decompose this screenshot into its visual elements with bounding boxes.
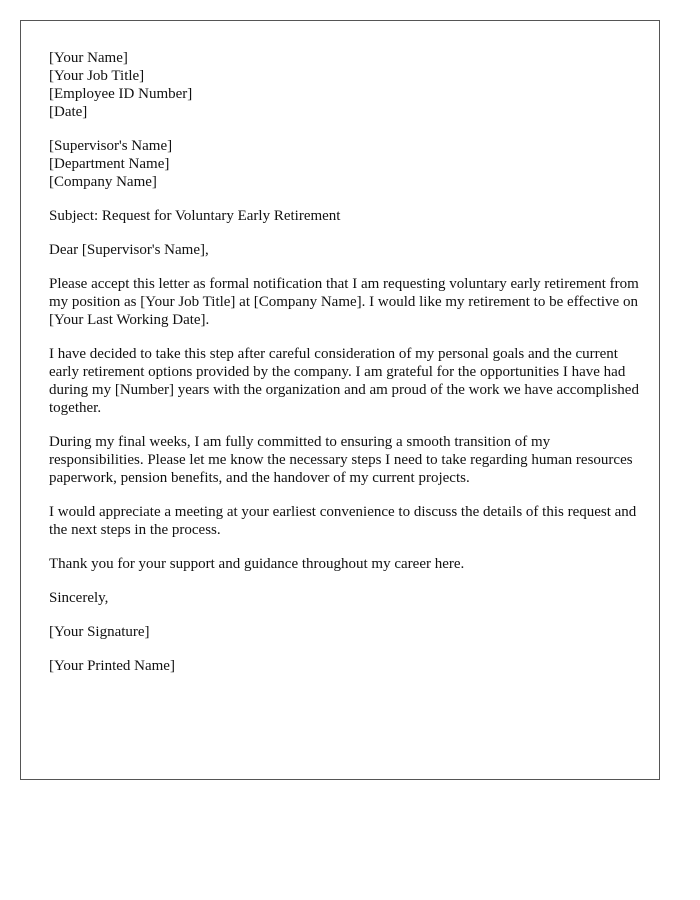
- letter-content: [49, 49, 639, 691]
- body-paragraph-4: I would appreciate a meeting at your earliest convenience to discuss the details of this request and the next steps in the process.: [49, 504, 637, 538]
- body-paragraph-1: Please accept this letter as formal notification that I am requesting voluntary early retirement from my position as [Your Job Title] at [Company Name]. I would like my retirement to be effective on [Your Last Working Date].: [49, 276, 639, 328]
- sender-name: [Your Name]: [49, 50, 128, 66]
- body-paragraph-3: During my final weeks, I am fully committed to ensuring a smooth transition of my responsibilities. Please let me know the necessary steps I need to take regarding human resources paperwork, pension benefits, and the handover of my current projects.: [49, 434, 633, 486]
- body-paragraph-5: Thank you for your support and guidance throughout my career here.: [49, 556, 465, 572]
- recipient-company: [Company Name]: [49, 174, 157, 190]
- sender-job-title: [Your Job Title]: [49, 68, 145, 84]
- letter-date: [Date]: [49, 104, 88, 120]
- body-paragraph-2: I have decided to take this step after careful consideration of my personal goals and the current early retirement options provided by the company. I am grateful for the opportunities I have had during my [Number] years with the organization and am proud of the work we have accomplished together.: [49, 346, 639, 416]
- letter-subject: Subject: Request for Voluntary Early Retirement: [49, 208, 341, 224]
- recipient-block: [49, 137, 639, 191]
- sender-employee-id: [Employee ID Number]: [49, 86, 193, 102]
- letter-closing: Sincerely,: [49, 590, 109, 606]
- sender-block: [49, 49, 639, 121]
- letter-salutation: Dear [Supervisor's Name],: [49, 242, 209, 258]
- recipient-department: [Department Name]: [49, 156, 170, 172]
- letter-page: [20, 20, 660, 780]
- letter-signature: [Your Signature]: [49, 624, 150, 640]
- letter-printed-name: [Your Printed Name]: [49, 658, 175, 674]
- recipient-name: [Supervisor's Name]: [49, 138, 173, 154]
